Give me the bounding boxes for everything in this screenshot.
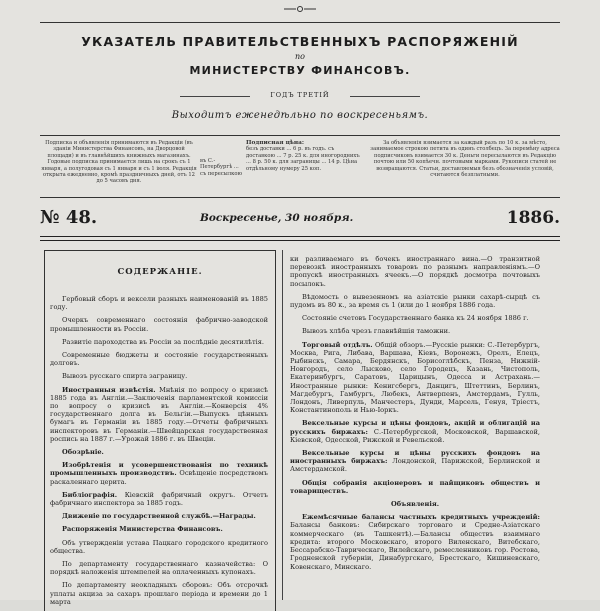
title-connector: по	[295, 52, 305, 61]
section-heading: Торговый отдѣлъ.	[302, 340, 373, 349]
contents-item: Вывозъ русскаго спирта заграницу.	[62, 372, 188, 381]
contents-item: По департаменту неокладныхъ сборовъ: Объ отсрочкѣ уплаты акциза за сахаръ прошлаго періода и времени до 1 марта	[50, 581, 268, 606]
subscription-location: въ С.-Петербургѣ ... съ пересылкою	[200, 158, 242, 177]
subscription-prices	[246, 140, 364, 192]
section-heading: Ежемѣсячные балансы частныхъ кредитныхъ учрежденій:	[302, 513, 540, 522]
section-heading: Движеніе по государственной службѣ.—Награды.	[62, 512, 256, 521]
advertising-terms: За объявленія взимается за каждый разъ по 10 к. за мѣсто, занимаемое строкою петита въ одинъ столбецъ. За перемѣну адреса подписчиковъ взимается 30 к. Деньги пересылаются въ Редакцію почтою или 50 копѣечн. почтовыми марками. Рукописи статей не возвращаются. Статьи, доставляемыя безъ обозначенія условій, считаются безплатными.	[370, 140, 560, 179]
contents-item: Вывозъ хлѣба чрезъ главнѣйшія таможни.	[302, 327, 451, 336]
contents-item: Состояніе счетовъ Государственнаго банка къ 24 ноября 1886 г.	[302, 314, 529, 323]
section-heading: Обозрѣніе.	[62, 448, 104, 457]
contents-list	[50, 295, 268, 606]
prices-heading: Подписная цѣна:	[246, 140, 305, 146]
section-text: Кіевскій фабричный округъ. Отчетъ фабричнаго инспектора за 1885 годъ.	[50, 490, 268, 508]
divider	[40, 236, 560, 241]
issue-number: № 48.	[40, 207, 98, 228]
contents-item	[290, 341, 540, 415]
issue-date: Воскресенье, 30 ноября.	[200, 212, 354, 224]
contents-item: Современные бюджеты и состояніе государственныхъ долговъ.	[50, 351, 268, 368]
contents-item	[290, 419, 540, 444]
issue-line	[40, 207, 560, 229]
contents-item: Объ утвержденіи устава Пацкаго городского кредитного общества.	[50, 538, 268, 555]
section-text: Освѣщеніе посредствомъ раскаленнаго церита.	[50, 469, 268, 486]
section-text: С.-Петербургской, Московской, Варшавской, Кіевской, Одесской, Рижской и Ревельской.	[290, 427, 540, 444]
section-heading: Библіографія.	[62, 490, 118, 499]
section-text: Мнѣнія по вопросу о кризисѣ 1885 года въ Англіи.—Заключенія парламентской комиссіи по вопросу о кризисѣ въ Англіи.—Конверсія 4% государственнаго долга въ Бельгіи.—Выпускъ цѣнныхъ бумагъ въ Германіи въ 1885 году.—Отчеты фабричныхъ инспекторовъ въ Германіи.—Швейцарская государственная роспись на 1887 г.—Урожай 1886 г. въ Швеціи.	[50, 385, 268, 443]
section-heading: Объявленія.	[391, 500, 439, 509]
year-text: ГОДЪ ТРЕТІЙ	[270, 91, 330, 99]
section-heading: Изобрѣтенія и усовершенствованія по техникѣ промышленныхъ производствъ.	[50, 461, 268, 478]
prices-text: безъ доставки ... 6 р. въ годъ. съ доставкою ... 7 р. 25 к. для иногороднихъ ... 8 р. 50 к. для заграницы ... 14 р. Цѣна отдѣльному нумеру 25 коп.	[246, 146, 360, 172]
contents-item	[50, 386, 268, 443]
section-text: Лондонской, Парижской, Берлинской и Амстердамской.	[290, 457, 540, 474]
contents-item	[290, 449, 540, 474]
contents-item: ки разливаемаго въ бочекъ иностраннаго вина.—О транзитной перевозкѣ иностранныхъ товаровъ по разнымъ направленіямъ.—О пропускѣ иностранныхъ ячеекъ.—О порядкѣ досмотра почтовыхъ посылокъ.	[290, 255, 540, 288]
page-title: УКАЗАТЕЛЬ ПРАВИТЕЛЬСТВЕННЫХЪ РАСПОРЯЖЕНІЙ	[81, 34, 519, 49]
section-text: Общій обзоръ.—Русскіе рынки: С.-Петербургъ, Москва, Рига, Либава, Варшава, Кіевъ, Воронежъ, Орелъ, Елецъ, Рыбинскъ, Самара, Бердянскъ, Борисоглѣбскъ, Пенза, Нижній-Новгородъ, село Лысково, село Городецъ, Казань, Чистополь, Екатеринбургъ, Саратовъ, Царицынъ, Одесса и Астрахань.—Иностранные рынки: Кенигсбергъ, Данцигъ, Штеттинъ, Берлинъ, Магдебургъ, Гамбургъ, Любекъ, Антверпенъ, Амстердамъ, Гулль, Лондонъ, Ливерпуль, Манчестеръ, Дунди, Марсель, Генуя, Тріестъ, Константинополь и Нью-Іоркъ.	[290, 340, 540, 415]
section-heading: Вексельные курсы и цѣны фондовъ, акцій и облигацій на русскихъ биржахъ:	[290, 419, 540, 436]
publication-schedule: Выходитъ еженедѣльно по воскресеньямъ.	[171, 110, 429, 121]
header-rule	[40, 22, 560, 23]
contents-item	[290, 479, 540, 495]
section-heading: Распоряженія Министерства Финансовъ.	[62, 525, 223, 534]
divider	[40, 197, 560, 198]
contents-item	[50, 525, 268, 533]
divider	[40, 135, 560, 136]
contents-title: СОДЕРЖАНІЕ.	[117, 267, 203, 277]
ornament-icon	[284, 4, 316, 14]
contents-item: Очеркъ современнаго состоянія фабрично-заводской промышленности въ Россіи.	[50, 316, 268, 333]
contents-item: Развитіе пароходства въ Россіи за послѣдніе десятилѣтія.	[62, 337, 265, 346]
contents-item	[290, 500, 540, 508]
subscription-info	[40, 140, 560, 192]
contents-item	[50, 461, 268, 486]
contents-item	[50, 491, 268, 507]
column-divider	[282, 250, 283, 600]
year-label	[180, 91, 420, 101]
divider	[350, 96, 420, 97]
section-heading: Общія собранія акціонеровъ и пайщиковъ обществъ и товариществъ.	[290, 478, 540, 495]
issue-year: 1886.	[506, 208, 560, 228]
contents-item	[50, 448, 268, 456]
contents-continued	[290, 255, 540, 600]
page-subtitle: МИНИСТЕРСТВУ ФИНАНСОВЪ.	[189, 64, 411, 77]
section-heading: Вексельные курсы и цѣны русскихъ фондовъ на иностранныхъ биржахъ:	[290, 449, 540, 466]
contents-item: Гербовый сборъ и вексели разныхъ наименованій въ 1885 году.	[50, 295, 268, 312]
section-text: Балансы банковъ: Сибирскаго торговаго и Средне-Азіатскаго коммерческаго (въ Ташкентѣ).—Балансы обществъ взаимнаго кредита: второго Московскаго, второго Виленскаго, Витебскаго, Бессарабско-Таврическаго, Вилейскаго, ремесленниковъ гор. Ростова, Гродненской губерніи, Динабургскаго, Брестскаго, Кишиневскаго, Ковенскаго, Минскаго.	[290, 521, 540, 571]
subscription-terms: Подписка и объявленія принимаются въ Редакціи (въ зданіи Министерства Финансовъ, на Дворцовой площади) и въ главнѣйшихъ книжныхъ магазинахъ. Годовые подписка принимается лишь на срокъ съ 1 января, а полугодовая съ 1 января и съ 1 іюля. Редакція открыта ежедневно, кромѣ праздничныхъ дней, отъ 12 до 5 часовъ дня.	[41, 140, 197, 185]
contents-item	[290, 513, 540, 570]
contents-item	[50, 512, 268, 520]
section-heading: Иностранныя извѣстія.	[62, 385, 156, 394]
contents-item: Вѣдомость о вывезенномъ на азіатскіе рынки сахарѣ-сырцѣ съ пудомъ въ 80 к., за время съ 1 (или до 1 ноября 1886 года.	[290, 292, 540, 310]
contents-item: По департаменту государственнаго казначейства: О порядкѣ наложенія штемпелей на оплаченныхъ купонахъ.	[50, 560, 268, 577]
